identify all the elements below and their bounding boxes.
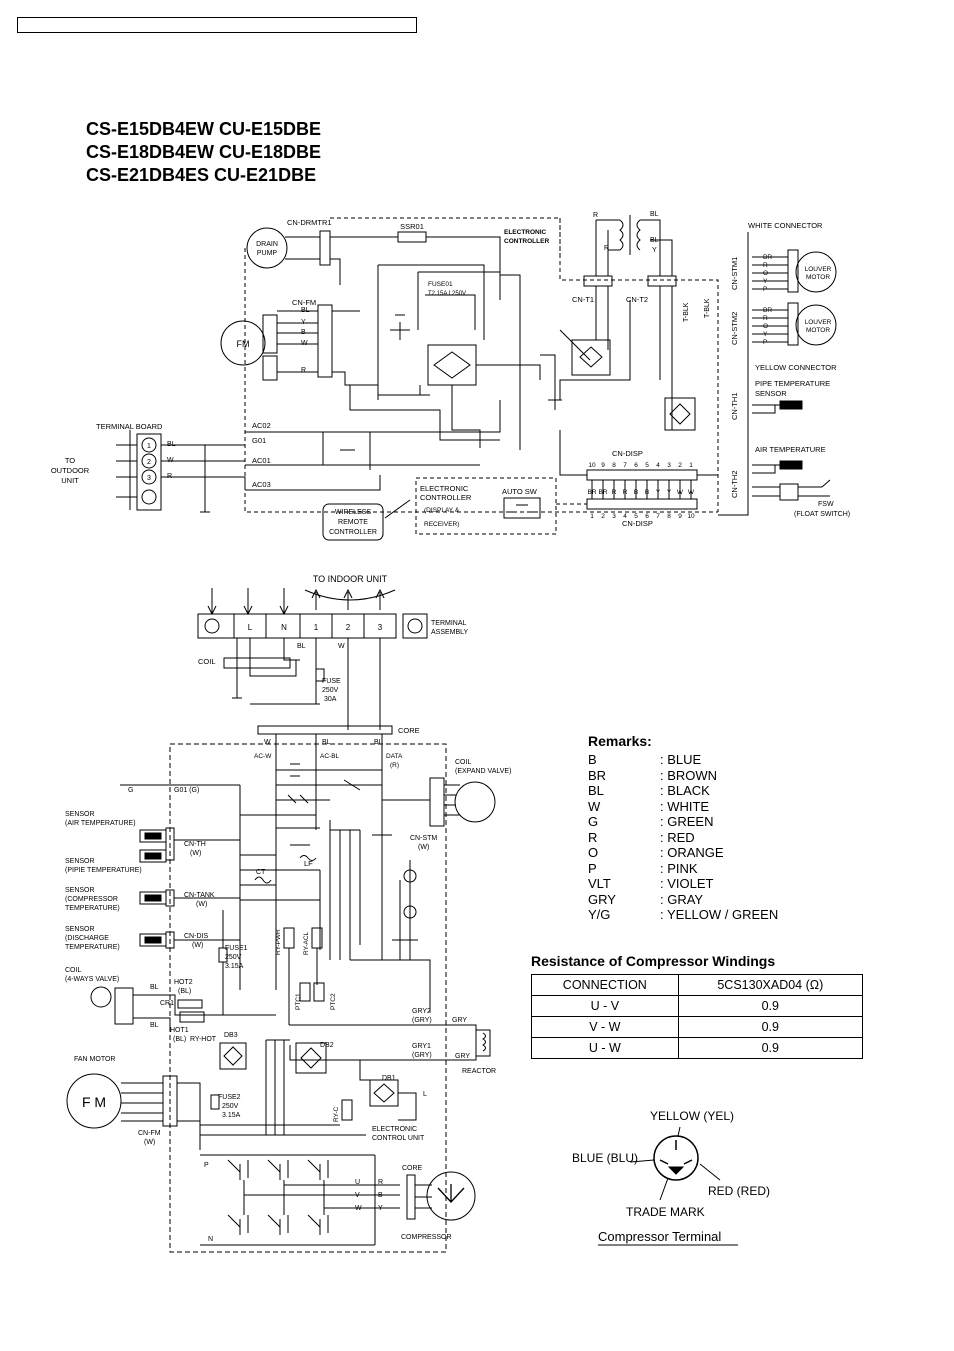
- cn-stm-connector: [430, 778, 444, 826]
- stm-wire-label: R: [763, 262, 768, 269]
- transformer-primary: [620, 220, 623, 250]
- sensor-label: SENSOR: [65, 887, 95, 894]
- cn-th1-label: CN-TH1: [730, 392, 739, 420]
- w-label: W: [264, 739, 271, 746]
- remark-color: : GREEN: [660, 814, 714, 829]
- louver-motor-label: LOUVER: [804, 319, 832, 326]
- remark-color: : VIOLET: [660, 876, 714, 891]
- compressor-core: [407, 1175, 415, 1219]
- sensor-label: (COMPRESSOR: [65, 896, 118, 903]
- coil-core: [224, 658, 290, 668]
- svg-text:10: 10: [687, 513, 695, 520]
- svg-text:9: 9: [601, 462, 605, 469]
- terminal-assembly-label: TERMINAL: [431, 620, 467, 627]
- p-label: P: [204, 1162, 209, 1169]
- coil-expand-label: (EXPAND VALVE): [455, 768, 512, 775]
- remark-code: VLT: [588, 876, 611, 891]
- y-label: Y: [378, 1205, 383, 1212]
- compressor-terminal-diagram: [572, 1109, 770, 1245]
- bridge-rectifier: [428, 345, 476, 385]
- remark-item: [588, 768, 778, 784]
- cn-stm-label: (W): [418, 844, 430, 851]
- db3-label: DB3: [224, 1032, 238, 1039]
- bl-label: BL: [374, 739, 383, 746]
- t-wire-label: BL: [650, 211, 659, 218]
- svg-text:6: 6: [645, 513, 649, 520]
- fm-plug: [263, 315, 277, 353]
- stm-wire-label: Y: [763, 331, 768, 338]
- remark-item: [588, 861, 778, 877]
- sensor-label: TEMPERATURE): [65, 944, 120, 951]
- svg-text:6: 6: [634, 462, 638, 469]
- air-temp-sensor: [780, 461, 802, 469]
- fuse2-label: 3.15A: [222, 1112, 241, 1119]
- trade-mark-label: TRADE MARK: [626, 1205, 705, 1219]
- remark-code: P: [588, 860, 597, 876]
- connection-cell: U - V: [532, 996, 679, 1017]
- fm-wire-label: R: [301, 367, 307, 374]
- sensor-label: SENSOR: [65, 926, 95, 933]
- resistance-cell: 0.9: [678, 1038, 862, 1059]
- header-resistance: 5CS130XAD04 (Ω): [678, 975, 862, 996]
- to-indoor-label: TO INDOOR UNIT: [312, 574, 388, 584]
- fm-wire-label: Y: [301, 319, 306, 326]
- bl-label: BL: [322, 739, 331, 746]
- remarks-legend: [588, 733, 778, 923]
- white-connector-label: WHITE CONNECTOR: [748, 221, 823, 230]
- remark-item: [588, 814, 778, 830]
- v-label: V: [355, 1192, 360, 1199]
- fm-wire-label: W: [301, 340, 308, 347]
- cn-fm-label: CN-FM: [292, 298, 317, 307]
- ry-c-label: RY-C: [333, 1106, 340, 1122]
- t-wire-label: T-BLK: [683, 302, 690, 322]
- drain-pump-motor-icon: [247, 228, 287, 268]
- fuse1-label: FUSE1: [225, 945, 248, 952]
- display-controller-label: RECEIVER): [424, 521, 460, 528]
- core: [258, 726, 392, 734]
- terminal-1: 1: [313, 623, 319, 632]
- hot1-label: (BL): [173, 1036, 187, 1043]
- svg-text:9: 9: [678, 513, 682, 520]
- blue-terminal-label: BLUE (BLU): [572, 1151, 639, 1165]
- ssr01-relay: [398, 232, 426, 242]
- wire-bl-label: BL: [150, 984, 159, 991]
- louver-motor-label: MOTOR: [805, 327, 831, 334]
- electronic-controller-label: ELECTRONIC: [504, 229, 547, 236]
- u-label: U: [355, 1179, 361, 1186]
- svg-text:Y: Y: [666, 489, 672, 496]
- remark-code: B: [588, 752, 597, 767]
- compressor-terminal-caption: Compressor Terminal: [598, 1229, 722, 1244]
- table-header-row: [532, 975, 863, 996]
- db1-label: DB1: [382, 1075, 396, 1082]
- r-label: R: [378, 1179, 384, 1186]
- coil-4way-label: (4-WAYS VALVE): [65, 976, 120, 983]
- remark-code: G: [588, 814, 599, 829]
- cr1: [178, 1000, 202, 1008]
- svg-text:Y: Y: [655, 489, 661, 496]
- cn-stm2-label: CN-STM2: [730, 311, 739, 345]
- cn-t1-label: CN-T1: [572, 295, 595, 304]
- resistance-cell: 0.9: [678, 1017, 862, 1038]
- louver-motor-label: MOTOR: [805, 274, 831, 281]
- remark-code: GRY: [588, 891, 616, 907]
- stm-wire-label: Y: [763, 278, 768, 285]
- fsw-label: (FLOAT SWITCH): [794, 511, 851, 518]
- gry1-label: (GRY): [412, 1052, 432, 1059]
- svg-text:BR: BR: [587, 489, 597, 496]
- ry-hot-label: RY-HOT: [190, 1036, 217, 1043]
- svg-text:7: 7: [656, 513, 660, 520]
- fsw-connector: [780, 484, 798, 500]
- cn-tank-label: (W): [196, 901, 208, 908]
- yellow-connector-label: YELLOW CONNECTOR: [755, 363, 837, 372]
- igbt-bridge: [228, 1160, 328, 1235]
- terminal-3: 3: [377, 623, 383, 632]
- remark-item: [588, 830, 778, 846]
- stm-wire-label: O: [763, 323, 769, 330]
- stm-wire-label: BR: [763, 307, 773, 314]
- table-row: [532, 996, 863, 1017]
- connection-cell: V - W: [532, 1017, 679, 1038]
- fan-motor-label: FAN MOTOR: [74, 1056, 116, 1063]
- remark-color: : BLACK: [660, 783, 710, 798]
- cn-t2-connector: [648, 276, 676, 286]
- ecu-label: CONTROL UNIT: [372, 1135, 425, 1142]
- display-controller-label: CONTROLLER: [420, 493, 472, 502]
- terminal-2: 2: [345, 623, 351, 632]
- ac-w-label: AC-W: [254, 753, 272, 760]
- b-label: B: [378, 1192, 383, 1199]
- cn-tank-label: CN-TANK: [184, 892, 215, 899]
- gry-label: GRY: [455, 1053, 471, 1060]
- remark-item: [588, 907, 778, 923]
- resistance-cell: 0.9: [678, 996, 862, 1017]
- ptc1-label: PTC1: [295, 993, 302, 1010]
- svg-text:BR: BR: [598, 489, 608, 496]
- remark-color: : BLUE: [660, 752, 702, 767]
- ecu-label: ELECTRONIC: [372, 1126, 418, 1133]
- core-label: CORE: [398, 726, 420, 735]
- sensor-group: [65, 811, 215, 951]
- svg-text:5: 5: [645, 462, 649, 469]
- svg-text:8: 8: [667, 513, 671, 520]
- hot1-label: HOT1: [170, 1027, 189, 1034]
- outdoor-terminal-block: [198, 614, 396, 638]
- t-wire-label: R: [593, 212, 599, 219]
- g-label: G: [128, 787, 134, 794]
- drain-pump-label: PUMP: [256, 250, 278, 257]
- svg-text:B: B: [644, 489, 650, 496]
- fm-label: FM: [236, 339, 250, 349]
- reactor: [476, 1030, 490, 1056]
- drain-pump-label: DRAIN: [256, 241, 278, 248]
- ptc2-label: PTC2: [330, 993, 337, 1010]
- ac-line-label: AC03: [252, 480, 271, 489]
- terminal-n: N: [281, 623, 287, 632]
- fuse2-label: FUSE2: [218, 1094, 241, 1101]
- remarks-title: Remarks:: [588, 733, 652, 749]
- ry-pwr-label: RY-PWR: [275, 929, 282, 955]
- remark-code: BL: [588, 783, 604, 798]
- tb-terminal-number: 3: [147, 475, 151, 482]
- ry-pwr-relay: [284, 928, 294, 948]
- yellow-terminal-label: YELLOW (YEL): [650, 1109, 735, 1123]
- stm-wire-label: P: [763, 286, 768, 293]
- resistance-table: [531, 974, 863, 1059]
- pipe-temp-label: SENSOR: [755, 389, 787, 398]
- cn-disp-label-bottom: CN-DISP: [622, 519, 653, 528]
- remark-code: BR: [588, 767, 607, 783]
- t-wire-label: BL: [650, 237, 659, 244]
- red-terminal-label: RED (RED): [708, 1184, 770, 1198]
- sensor-label: TEMPERATURE): [65, 905, 120, 912]
- cn-fm-label: (W): [144, 1139, 156, 1146]
- svg-text:2: 2: [601, 513, 605, 520]
- t-wire-label: R: [604, 245, 610, 252]
- indoor-wiring-diagram: [51, 211, 850, 540]
- wireless-remote-label: REMOTE: [338, 519, 368, 526]
- ssr01-label: SSR01: [400, 222, 424, 231]
- outdoor-wiring-diagram: [65, 574, 511, 1252]
- w-label: W: [355, 1205, 362, 1212]
- g01-label: G01 (G): [174, 787, 200, 794]
- header-connection: CONNECTION: [532, 975, 679, 996]
- display-controller-label: ELECTRONIC: [420, 484, 469, 493]
- fuse01-rating: T2.15A L250V: [428, 291, 467, 297]
- resistance-title: Resistance of Compressor Windings: [531, 953, 776, 969]
- core-label: CORE: [402, 1165, 423, 1172]
- cn-dis-label: CN-DIS: [184, 933, 209, 940]
- svg-text:5: 5: [634, 513, 638, 520]
- tb-wire-label: R: [167, 473, 173, 480]
- data-label: DATA: [386, 753, 403, 760]
- cn-stm1-label: CN-STM1: [730, 256, 739, 290]
- svg-text:1: 1: [689, 462, 693, 469]
- cn-disp-connector-top: [587, 470, 697, 480]
- gry1-label: GRY1: [412, 1043, 431, 1050]
- connection-cell: U - W: [532, 1038, 679, 1059]
- louver-motor-label: LOUVER: [804, 266, 832, 273]
- to-outdoor-label: UNIT: [61, 476, 79, 485]
- pipe-temp-label: PIPE TEMPERATURE: [755, 379, 831, 388]
- reactor-label: REACTOR: [462, 1068, 497, 1075]
- remark-code: R: [588, 829, 598, 845]
- electronic-controller-label: CONTROLLER: [504, 238, 550, 245]
- t-wire-label: T-BLK: [704, 298, 711, 318]
- tb-terminal-number: 2: [147, 459, 151, 466]
- hot2-label: HOT2: [174, 979, 193, 986]
- cn-dis-label: (W): [192, 942, 204, 949]
- n-label: N: [208, 1236, 214, 1243]
- ptc2: [314, 983, 324, 1001]
- stm-wire-label: R: [763, 315, 768, 322]
- ry-c-relay: [342, 1100, 352, 1120]
- ac-line-label: AC02: [252, 421, 271, 430]
- cn-disp-connector-bottom: [587, 499, 697, 509]
- table-row: [532, 1017, 863, 1038]
- wire-bl-label: BL: [297, 643, 306, 650]
- remark-code: Y/G: [588, 907, 611, 922]
- sensor-label: (AIR TEMPERATURE): [65, 820, 136, 827]
- stm-wire-label: BR: [763, 254, 773, 261]
- remarks-list: [588, 752, 778, 923]
- hot2-label: (BL): [178, 988, 192, 995]
- gry2-label: GRY2: [412, 1008, 431, 1015]
- remark-color: : RED: [660, 829, 695, 845]
- outdoor-ecu-box: [170, 744, 446, 1252]
- data-label: (R): [390, 762, 400, 769]
- cn-disp-label: CN-DISP: [612, 449, 643, 458]
- sensor-label: (DISCHARGE: [65, 935, 109, 942]
- auto-switch: [504, 498, 540, 518]
- 4-way-valve-connector: [115, 988, 133, 1024]
- sensor-label: SENSOR: [65, 858, 95, 865]
- fm-wire-label: BL: [301, 307, 310, 314]
- svg-text:4: 4: [623, 513, 627, 520]
- ac-line-label: AC01: [252, 456, 271, 465]
- cn-drmtr1-connector: [320, 231, 330, 265]
- svg-text:10: 10: [588, 462, 596, 469]
- expand-valve-coil-icon: [455, 782, 495, 822]
- coil-4way-label: COIL: [65, 967, 82, 974]
- remark-item: [588, 799, 778, 815]
- remark-item: [588, 876, 778, 892]
- to-outdoor-label: TO: [64, 456, 76, 465]
- fsw-label: FSW: [818, 501, 834, 508]
- fuse-label: 250V: [322, 687, 339, 694]
- svg-text:R: R: [622, 489, 628, 496]
- tb-wire-label: W: [167, 457, 174, 464]
- tb-wire-label: BL: [167, 441, 176, 448]
- ry-acl-label: RY-ACL: [303, 931, 310, 955]
- lf-label: LF: [304, 859, 313, 868]
- compressor-label: COMPRESSOR: [401, 1234, 452, 1241]
- svg-text:3: 3: [612, 513, 616, 520]
- wireless-remote-label: WIRELESS: [334, 509, 372, 516]
- cn-fm-connector: [318, 305, 332, 377]
- svg-text:7: 7: [623, 462, 627, 469]
- remark-color: : BROWN: [660, 767, 718, 783]
- remark-item: [588, 845, 778, 861]
- cn-t1-connector: [584, 276, 612, 286]
- wire-bl-label: BL: [150, 1022, 159, 1029]
- remark-color: : WHITE: [660, 798, 710, 814]
- cn-fm-label: CN-FM: [138, 1130, 161, 1137]
- sensor-label: SENSOR: [65, 811, 95, 818]
- svg-text:8: 8: [612, 462, 616, 469]
- remark-item: [588, 783, 778, 799]
- remark-code: O: [588, 845, 599, 860]
- fuse2-label: 250V: [222, 1103, 239, 1110]
- t-wire-label: Y: [652, 247, 657, 254]
- terminal-assembly-label: ASSEMBLY: [431, 629, 469, 636]
- display-controller-label: (DISPLAY &: [424, 507, 460, 514]
- fuse1-label: 250V: [225, 954, 242, 961]
- tb-terminal-number: 1: [147, 443, 151, 450]
- sensor-label: (PIPIE TEMPERATURE): [65, 867, 142, 874]
- svg-text:B: B: [633, 489, 639, 496]
- fm-plug-2: [263, 356, 277, 380]
- cn-disp-pin-numbers: [587, 462, 695, 520]
- cn-th2-label: CN-TH2: [730, 470, 739, 498]
- svg-text:W: W: [676, 489, 684, 496]
- svg-text:2: 2: [678, 462, 682, 469]
- remark-color: : ORANGE: [660, 845, 724, 860]
- fm-label: F M: [81, 1094, 107, 1110]
- 4-way-valve-coil-icon: [91, 987, 111, 1007]
- terminal-board-label: TERMINAL BOARD: [96, 422, 163, 431]
- cn-stm-label: CN-STM: [410, 835, 438, 842]
- gry2-label: (GRY): [412, 1017, 432, 1024]
- coil-label: COIL: [198, 657, 216, 666]
- wire-w-label: W: [338, 643, 345, 650]
- fuse-label: 30A: [324, 696, 337, 703]
- cn-th-label: CN-TH: [184, 841, 206, 848]
- svg-text:R: R: [611, 489, 617, 496]
- fuse01-label: FUSE01: [428, 281, 453, 288]
- wireless-remote-label: CONTROLLER: [329, 529, 377, 536]
- ac-bl-label: AC-BL: [320, 753, 340, 760]
- remark-item: [588, 752, 778, 768]
- hot-relay: [180, 1012, 204, 1022]
- terminal-assembly-ground: [403, 614, 427, 638]
- ac-line-label: G01: [252, 436, 267, 445]
- to-outdoor-label: OUTDOOR: [50, 466, 90, 475]
- svg-text:3: 3: [667, 462, 671, 469]
- svg-text:1: 1: [590, 513, 594, 520]
- remark-color: : GRAY: [660, 891, 704, 907]
- db2-label: DB2: [320, 1042, 334, 1049]
- cn-t2-label: CN-T2: [626, 295, 649, 304]
- l-label: L: [423, 1091, 427, 1098]
- fuse-label: FUSE: [322, 678, 341, 685]
- stm-wire-label: O: [763, 270, 769, 277]
- model-line: CS-E15DB4EW CU-E15DBE: [86, 119, 322, 139]
- remark-item: [588, 892, 778, 908]
- cr1-label: CR1: [160, 1000, 175, 1007]
- gry-label: GRY: [452, 1017, 468, 1024]
- fm-wire-label: B: [301, 329, 306, 336]
- model-line: CS-E18DB4EW CU-E18DBE: [86, 142, 322, 162]
- remark-code: W: [588, 798, 601, 814]
- remark-color: : YELLOW / GREEN: [660, 907, 779, 922]
- svg-text:4: 4: [656, 462, 660, 469]
- table-row: [532, 1038, 863, 1059]
- auto-sw-label: AUTO SW: [502, 487, 537, 496]
- stm-wire-label: P: [763, 339, 768, 346]
- pipe-temp-sensor: [780, 401, 802, 409]
- terminal-l: L: [247, 623, 253, 632]
- air-temp-label: AIR TEMPERATURE: [755, 445, 826, 454]
- remark-color: : PINK: [660, 860, 698, 876]
- model-line: CS-E21DB4ES CU-E21DBE: [86, 165, 317, 185]
- coil-expand-label: COIL: [455, 759, 472, 766]
- cn-drmtr1-label: CN-DRMTR1: [287, 218, 332, 227]
- ct-label: CT: [256, 869, 266, 876]
- fuse1-label: 3.15A: [225, 963, 244, 970]
- svg-text:W: W: [687, 489, 695, 496]
- transformer-rectifier-1: [572, 340, 610, 375]
- cn-th-label: (W): [190, 850, 202, 857]
